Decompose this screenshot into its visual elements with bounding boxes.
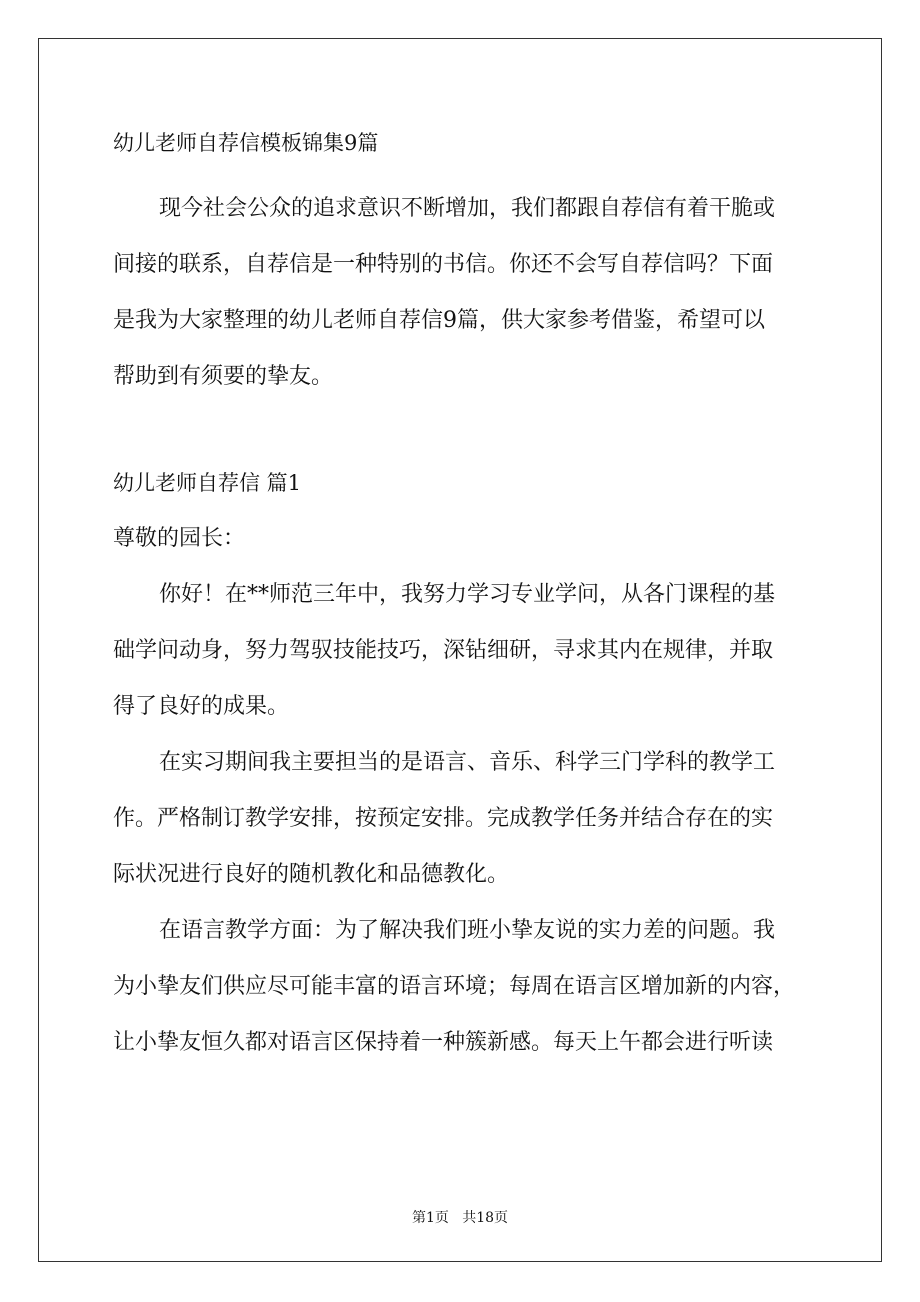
intro-line: 现今社会公众的追求意识不断增加，我们都跟自荐信有着干脆或 (159, 196, 776, 221)
paragraph-line: 你好！在**师范三年中，我努力学习专业学问，从各门课程的基 (159, 582, 776, 607)
salutation: 尊敬的园长： (113, 526, 246, 551)
intro-line: 是我为大家整理的幼儿老师自荐信9篇，供大家参考借鉴，希望可以 (113, 308, 765, 333)
page-number-footer: 第1页 共18页 (411, 1210, 509, 1226)
paragraph-line: 为小挚友们供应尽可能丰富的语言环境；每周在语言区增加新的内容， (113, 974, 796, 999)
paragraph-line: 作。严格制订教学安排，按预定安排。完成教学任务并结合存在的实 (113, 806, 774, 831)
paragraph-line: 让小挚友恒久都对语言区保持着一种簇新感。每天上午都会进行听读 (113, 1030, 774, 1055)
paragraph-line: 得了良好的成果。 (113, 694, 290, 719)
intro-line: 间接的联系，自荐信是一种特别的书信。你还不会写自荐信吗？下面 (113, 252, 774, 277)
section-heading: 幼儿老师自荐信 篇1 (113, 471, 302, 495)
paragraph-line: 际状况进行良好的随机教化和品德教化。 (113, 862, 510, 887)
paragraph-line: 在实习期间我主要担当的是语言、音乐、科学三门学科的教学工 (159, 750, 776, 775)
document-body (113, 118, 828, 1068)
paragraph-line: 础学问动身，努力驾驭技能技巧，深钻细研，寻求其内在规律，并取 (113, 638, 774, 663)
intro-line: 帮助到有须要的挚友。 (113, 364, 334, 389)
paragraph-line: 在语言教学方面：为了解决我们班小挚友说的实力差的问题。我 (159, 918, 776, 943)
document-title: 幼儿老师自荐信模板锦集9篇 (113, 131, 379, 155)
